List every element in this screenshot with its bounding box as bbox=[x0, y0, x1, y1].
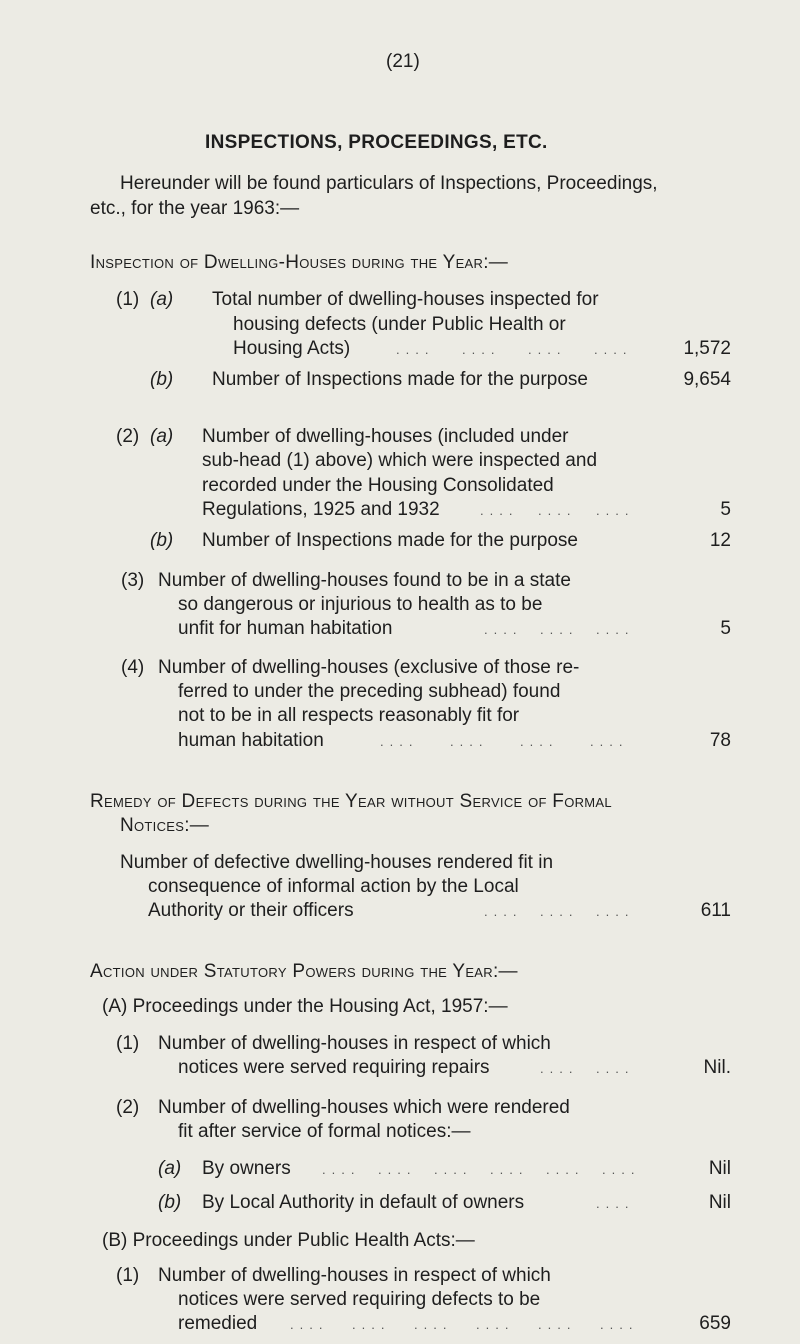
leader-dots: .... bbox=[380, 734, 419, 749]
value: 1,572 bbox=[683, 338, 731, 359]
item-text: Number of dwelling-houses in respect of which bbox=[158, 1265, 551, 1286]
item-text: Regulations, 1925 and 1932 bbox=[202, 499, 440, 520]
leader-dots: .... bbox=[290, 1317, 329, 1332]
item-text: unfit for human habitation bbox=[178, 618, 393, 639]
section-heading-remedy: Remedy of Defects during the Year without Service of Formal bbox=[90, 791, 612, 812]
item-text: Number of Inspections made for the purpose bbox=[202, 530, 578, 551]
leader-dots: .... bbox=[480, 503, 519, 518]
item-number: (2) bbox=[116, 426, 140, 447]
section-heading-remedy-cont: Notices:— bbox=[120, 815, 210, 836]
subsection-heading-b: (B) Proceedings under Public Health Acts:— bbox=[102, 1230, 475, 1251]
value: 611 bbox=[700, 900, 731, 921]
item-number: (1) bbox=[116, 289, 140, 310]
item-text: Authority or their officers bbox=[148, 900, 354, 921]
leader-dots: .... bbox=[596, 904, 635, 919]
item-text: Total number of dwelling-houses inspected for bbox=[212, 289, 599, 310]
item-text: ferred to under the preceding subhead) found bbox=[178, 681, 561, 702]
item-text: Number of dwelling-houses (exclusive of those re- bbox=[158, 657, 580, 678]
value: 659 bbox=[699, 1313, 731, 1334]
leader-dots: .... bbox=[322, 1162, 361, 1177]
sub-label: (b) bbox=[150, 530, 174, 551]
value: Nil bbox=[708, 1158, 731, 1179]
leader-dots: .... bbox=[520, 734, 559, 749]
leader-dots: .... bbox=[540, 904, 579, 919]
sub-label: (b) bbox=[158, 1192, 182, 1213]
item-number: (2) bbox=[116, 1097, 140, 1118]
value: 9,654 bbox=[683, 369, 731, 390]
item-text: Number of dwelling-houses in respect of which bbox=[158, 1033, 551, 1054]
item-text: notices were served requiring repairs bbox=[178, 1057, 490, 1078]
leader-dots: .... bbox=[596, 1196, 635, 1211]
item-text: Number of Inspections made for the purpose bbox=[212, 369, 588, 390]
item-number: (1) bbox=[116, 1265, 140, 1286]
page-title: INSPECTIONS, PROCEEDINGS, ETC. bbox=[205, 132, 548, 153]
item-text: Number of defective dwelling-houses rendered fit in bbox=[120, 852, 554, 873]
item-text: Number of dwelling-houses which were rendered bbox=[158, 1097, 570, 1118]
leader-dots: .... bbox=[546, 1162, 585, 1177]
sub-label: (a) bbox=[150, 426, 174, 447]
item-text: sub-head (1) above) which were inspected and bbox=[202, 450, 598, 471]
item-text: consequence of informal action by the Local bbox=[148, 876, 519, 897]
leader-dots: .... bbox=[538, 503, 577, 518]
leader-dots: .... bbox=[596, 622, 635, 637]
leader-dots: .... bbox=[596, 503, 635, 518]
leader-dots: .... bbox=[396, 342, 435, 357]
item-number: (3) bbox=[121, 570, 145, 591]
section-heading-action: Action under Statutory Powers during the Year:— bbox=[90, 961, 518, 982]
value: 5 bbox=[720, 618, 731, 639]
intro-line: etc., for the year 1963:— bbox=[90, 198, 300, 219]
item-text: Number of dwelling-houses (included under bbox=[202, 426, 569, 447]
value: Nil bbox=[708, 1192, 731, 1213]
value: Nil. bbox=[703, 1057, 731, 1078]
leader-dots: .... bbox=[378, 1162, 417, 1177]
item-text: not to be in all respects reasonably fit for bbox=[178, 705, 520, 726]
item-text: By owners bbox=[202, 1158, 291, 1179]
leader-dots: .... bbox=[352, 1317, 391, 1332]
item-text: By Local Authority in default of owners bbox=[202, 1192, 525, 1213]
leader-dots: .... bbox=[596, 1061, 635, 1076]
leader-dots: .... bbox=[594, 342, 633, 357]
item-text: housing defects (under Public Health or bbox=[233, 314, 566, 335]
value: 78 bbox=[709, 730, 731, 751]
sub-label: (a) bbox=[150, 289, 174, 310]
leader-dots: .... bbox=[484, 904, 523, 919]
item-text: fit after service of formal notices:— bbox=[178, 1121, 471, 1142]
subsection-heading-a: (A) Proceedings under the Housing Act, 1957:— bbox=[102, 996, 508, 1017]
leader-dots: .... bbox=[538, 1317, 577, 1332]
item-text: Number of dwelling-houses found to be in a state bbox=[158, 570, 571, 591]
leader-dots: .... bbox=[450, 734, 489, 749]
leader-dots: .... bbox=[414, 1317, 453, 1332]
leader-dots: .... bbox=[600, 1317, 639, 1332]
item-text: Housing Acts) bbox=[233, 338, 351, 359]
leader-dots: .... bbox=[602, 1162, 641, 1177]
leader-dots: .... bbox=[590, 734, 629, 749]
leader-dots: .... bbox=[476, 1317, 515, 1332]
item-text: recorded under the Housing Consolidated bbox=[202, 475, 554, 496]
item-text: so dangerous or injurious to health as to be bbox=[178, 594, 543, 615]
page-number: (21) bbox=[386, 51, 420, 72]
sub-label: (b) bbox=[150, 369, 174, 390]
leader-dots: .... bbox=[540, 1061, 579, 1076]
intro-line: Hereunder will be found particulars of Inspections, Proceedings, bbox=[120, 173, 658, 194]
section-heading-inspection: Inspection of Dwelling-Houses during the Year:— bbox=[90, 252, 509, 273]
item-text: remedied bbox=[178, 1313, 258, 1334]
value: 12 bbox=[709, 530, 731, 551]
sub-label: (a) bbox=[158, 1158, 182, 1179]
item-number: (1) bbox=[116, 1033, 140, 1054]
leader-dots: .... bbox=[490, 1162, 529, 1177]
leader-dots: .... bbox=[462, 342, 501, 357]
leader-dots: .... bbox=[484, 622, 523, 637]
value: 5 bbox=[720, 499, 731, 520]
leader-dots: .... bbox=[540, 622, 579, 637]
leader-dots: .... bbox=[528, 342, 567, 357]
item-number: (4) bbox=[121, 657, 145, 678]
leader-dots: .... bbox=[434, 1162, 473, 1177]
item-text: human habitation bbox=[178, 730, 324, 751]
item-text: notices were served requiring defects to be bbox=[178, 1289, 541, 1310]
